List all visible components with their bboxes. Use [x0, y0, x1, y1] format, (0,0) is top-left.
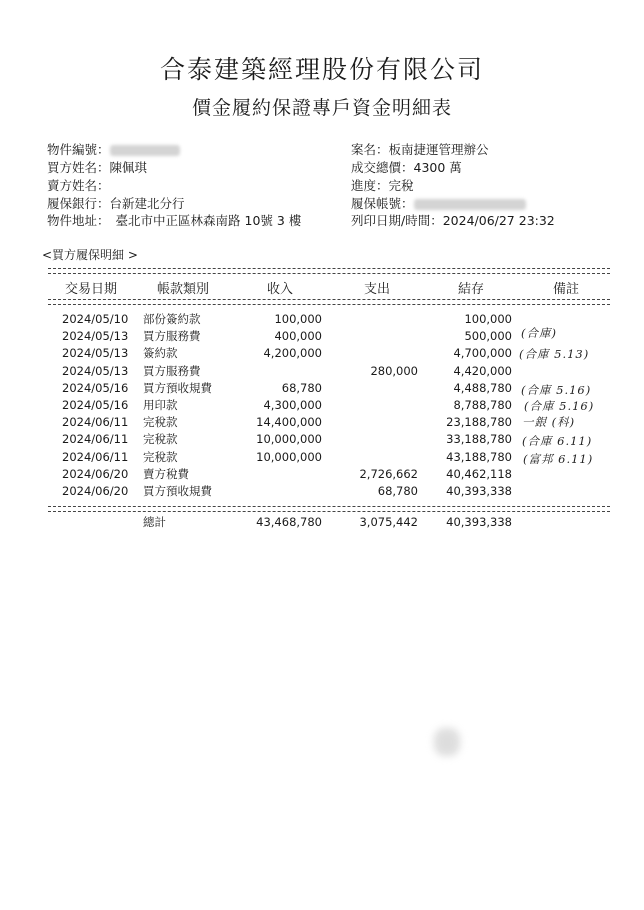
cell-date: 2024/06/20	[62, 466, 129, 481]
header-balance: 結存	[458, 282, 485, 297]
cell-category: 買方服務費	[143, 363, 201, 378]
cell-date: 2024/05/13	[62, 363, 129, 378]
company-name: 合泰建築經理股份有限公司	[159, 55, 484, 84]
cell-category: 完稅款	[143, 449, 178, 464]
section-label: <買方履保明細 >	[42, 248, 138, 262]
cell-balance: 40,462,118	[446, 466, 512, 481]
cell-balance: 500,000	[464, 329, 512, 344]
redacted-object-number	[110, 145, 180, 156]
cell-income: 10,000,000	[256, 449, 322, 464]
cell-category: 買方服務費	[143, 329, 201, 344]
total-income: 43,468,780	[256, 515, 322, 529]
info-progress	[351, 178, 414, 193]
info-value: 4300 萬	[413, 160, 462, 175]
handwritten-note: (合庫 5.16)	[521, 383, 592, 397]
cell-category: 買方預收規費	[143, 380, 212, 395]
info-case-name	[351, 142, 489, 157]
info-value: 陳佩琪	[109, 160, 148, 175]
info-label: 物件編號：	[47, 142, 110, 157]
cell-category: 用印款	[143, 398, 178, 412]
info-label: 進度：	[351, 178, 389, 193]
handwritten-note: (合庫 5.13)	[519, 347, 590, 361]
info-buyer-name	[47, 160, 147, 175]
info-label: 案名：	[351, 142, 389, 157]
info-escrow-bank	[47, 196, 185, 211]
header-expense: 支出	[364, 282, 391, 297]
header-category: 帳款類別	[157, 282, 210, 297]
cell-date: 2024/05/13	[62, 329, 129, 344]
cell-balance: 100,000	[464, 312, 512, 326]
total-expense: 3,075,442	[359, 515, 418, 529]
info-escrow-account	[351, 196, 526, 211]
table-top-rule	[48, 268, 610, 274]
info-label: 履保銀行：	[47, 196, 110, 211]
cell-date: 2024/05/10	[62, 312, 129, 326]
cell-date: 2024/06/11	[62, 415, 129, 430]
cell-category: 完稅款	[143, 432, 178, 447]
cell-balance: 4,488,780	[453, 380, 512, 395]
handwritten-note: (富邦 6.11)	[523, 452, 594, 466]
cell-income: 400,000	[274, 329, 322, 344]
header-date: 交易日期	[65, 282, 118, 297]
info-property-address	[47, 213, 301, 228]
cell-income: 14,400,000	[256, 415, 322, 430]
cell-balance: 33,188,780	[446, 432, 512, 447]
cell-balance: 4,420,000	[453, 363, 512, 378]
cell-expense: 68,780	[377, 484, 418, 498]
cell-balance: 4,700,000	[453, 346, 512, 361]
cell-expense: 2,726,662	[359, 466, 418, 481]
cell-date: 2024/06/11	[62, 432, 129, 447]
cell-category: 部份簽約款	[143, 312, 201, 326]
document-title: 價金履約保證專戶資金明細表	[191, 97, 452, 119]
info-label: 成交總價：	[351, 160, 414, 175]
header-income: 收入	[267, 282, 294, 297]
cell-balance: 40,393,338	[446, 484, 512, 498]
total-balance: 40,393,338	[446, 515, 512, 529]
info-value: 臺北市中正區林森南路 10號 3 樓	[115, 213, 302, 228]
info-object-number	[47, 142, 180, 157]
cell-date: 2024/05/16	[62, 398, 129, 412]
table-total-rule	[48, 506, 610, 512]
handwritten-note: 一銀 (科)	[522, 415, 576, 429]
cell-income: 10,000,000	[256, 432, 322, 447]
cell-category: 買方預收規費	[143, 484, 212, 498]
redacted-account-number	[414, 199, 526, 210]
cell-income: 68,780	[281, 380, 322, 395]
info-label: 買方姓名：	[47, 160, 110, 175]
info-value: 台新建北分行	[109, 196, 185, 211]
cell-balance: 23,188,780	[446, 415, 512, 430]
cell-category: 賣方稅費	[143, 466, 189, 481]
info-value: 2024/06/27 23:32	[442, 213, 555, 228]
cell-category: 完稅款	[143, 415, 178, 430]
info-label: 物件地址：	[47, 213, 110, 228]
cell-expense: 280,000	[370, 363, 418, 378]
cell-income: 4,200,000	[263, 346, 322, 361]
cell-date: 2024/06/20	[62, 484, 129, 498]
cell-date: 2024/05/13	[62, 346, 129, 361]
handwritten-note: (合庫 5.16)	[524, 399, 595, 413]
cell-balance: 8,788,780	[453, 398, 512, 412]
cell-category: 簽約款	[143, 346, 178, 361]
cell-income: 4,300,000	[263, 398, 322, 412]
total-label: 總計	[143, 515, 166, 529]
info-seller-name	[47, 178, 110, 193]
table-header-rule	[48, 299, 610, 305]
handwritten-note: (合庫)	[521, 326, 557, 340]
cell-balance: 43,188,780	[446, 449, 512, 464]
info-label: 列印日期/時間：	[351, 213, 443, 228]
info-print-datetime	[351, 213, 555, 228]
scan-smudge	[434, 728, 460, 756]
header-remark: 備註	[553, 282, 580, 297]
cell-date: 2024/05/16	[62, 380, 129, 395]
info-value: 完稅	[388, 178, 414, 193]
cell-date: 2024/06/11	[62, 449, 129, 464]
info-label: 賣方姓名：	[47, 178, 110, 193]
info-label: 履保帳號：	[351, 196, 414, 211]
info-value: 板南捷運管理辦公	[388, 142, 489, 157]
info-total-price	[351, 160, 462, 175]
cell-income: 100,000	[274, 312, 322, 326]
handwritten-note: (合庫 6.11)	[522, 434, 593, 448]
